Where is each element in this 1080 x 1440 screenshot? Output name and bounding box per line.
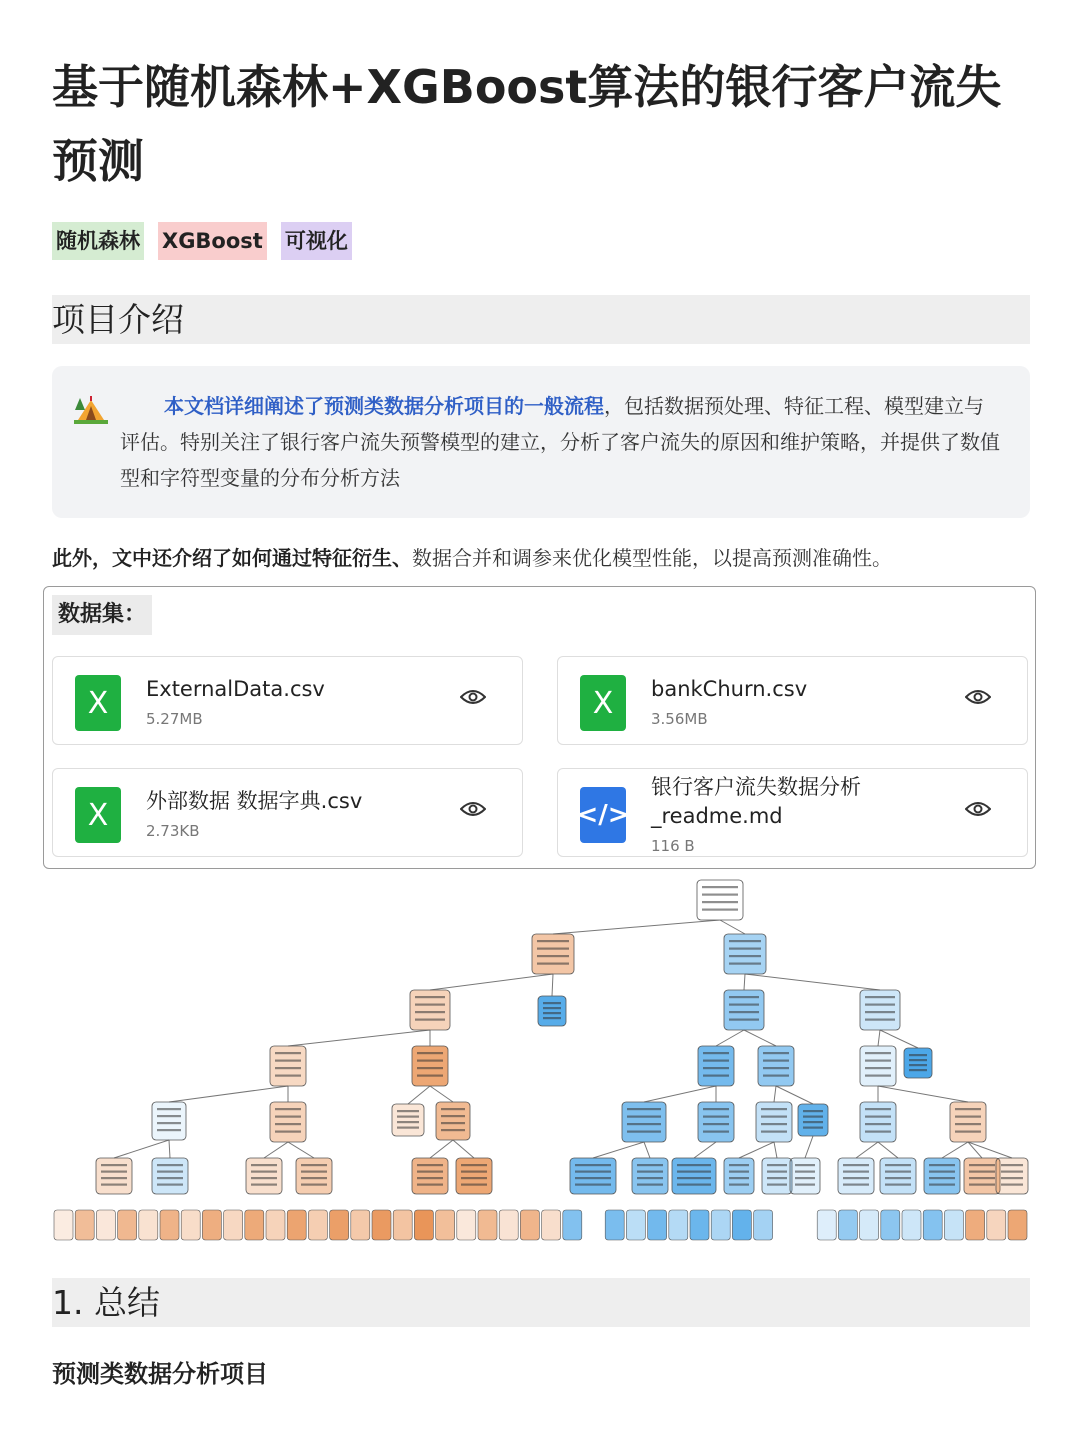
tree-node-text-line [702, 909, 738, 911]
tree-node-text-line [441, 1122, 465, 1124]
intro-text [120, 388, 1000, 496]
tree-node-text-line [1001, 1177, 1023, 1179]
file-name-line1: 银行客户流失数据分析 [651, 775, 861, 799]
tree-node-text-line [703, 1116, 729, 1118]
tree-node-text-line [441, 1115, 465, 1117]
tag-xgboost[interactable]: XGBoost [158, 222, 267, 260]
tree-edge [776, 1086, 813, 1104]
tree-node-text-line [729, 1171, 749, 1173]
tree-node-text-line [795, 1184, 815, 1186]
tag-visualization[interactable]: 可视化 [281, 222, 352, 260]
tree-leaf-node [648, 1210, 667, 1240]
tree-node-text-line [157, 1164, 183, 1166]
tree-node-text-line [461, 1164, 487, 1166]
tree-node-text-line [415, 1011, 445, 1013]
tree-node-text-line [101, 1164, 127, 1166]
decision-tree-image [52, 876, 1030, 1246]
tree-node-text-line [865, 996, 895, 998]
tree-node-text-line [417, 1171, 443, 1173]
tree-node-text-line [157, 1115, 181, 1117]
tree-node [96, 1158, 132, 1194]
tree-edge [745, 974, 880, 990]
tree-node-text-line [767, 1164, 787, 1166]
tree-leaf-node [308, 1210, 327, 1240]
tree-node-text-line [417, 1060, 443, 1062]
tree-node-text-line [157, 1184, 183, 1186]
code-icon: </> [580, 787, 626, 843]
tree-node-text-line [729, 963, 761, 965]
tree-node-text-line [157, 1129, 181, 1131]
tree-node-text-line [417, 1052, 443, 1054]
tree-node-text-line [929, 1171, 955, 1173]
tree-node [924, 1158, 960, 1194]
tree-node [392, 1104, 424, 1136]
tree-node-text-line [729, 955, 761, 957]
tree-node-text-line [275, 1131, 301, 1133]
tree-leaf-node [711, 1210, 730, 1240]
tree-node-text-line [677, 1171, 711, 1173]
tree-node-text-line [251, 1171, 277, 1173]
tree-edge [430, 1086, 453, 1102]
tree-node-text-line [909, 1069, 927, 1071]
tree-edge [644, 1142, 650, 1158]
tree-leaf-node [457, 1210, 476, 1240]
tree-leaf-node [669, 1210, 688, 1240]
tree-leaf-node [923, 1210, 942, 1240]
tree-node-text-line [865, 1067, 891, 1069]
tree-node-text-line [417, 1177, 443, 1179]
excel-icon: X [580, 675, 626, 731]
tree-node-text-line [415, 996, 445, 998]
section-heading-intro: 项目介绍 [52, 295, 1030, 344]
tree-node-text-line [969, 1177, 995, 1179]
tree-edge [878, 1142, 898, 1158]
tree-node-text-line [397, 1116, 419, 1118]
tree-node-text-line [865, 1060, 891, 1062]
extra-bold: 此外，文中还介绍了如何通过特征衍生、 [52, 546, 412, 570]
tree-leaf-node [96, 1210, 115, 1240]
tree-node-text-line [441, 1108, 465, 1110]
tree-node-text-line [885, 1184, 911, 1186]
intro-callout [52, 366, 1030, 518]
tree-node-text-line [729, 1004, 759, 1006]
tree-node-text-line [803, 1121, 823, 1123]
tree-node-text-line [795, 1177, 815, 1179]
tree-node-text-line [795, 1164, 815, 1166]
tree-edge [694, 1142, 716, 1158]
tree-node-text-line [275, 1067, 301, 1069]
tree-node-text-line [729, 1177, 749, 1179]
tree-node-text-line [275, 1123, 301, 1125]
tree-edge [878, 1086, 968, 1102]
tree-node-text-line [461, 1177, 487, 1179]
tree-node-text-line [575, 1177, 611, 1179]
tree-edge [716, 1030, 744, 1046]
tree-edge [553, 920, 720, 934]
extra-rest: 数据合并和调参来优化模型性能，以提高预测准确性。 [412, 546, 892, 570]
tree-node [152, 1102, 186, 1140]
tree-node [456, 1158, 492, 1194]
tree-node-text-line [761, 1108, 787, 1110]
tree-node [632, 1158, 668, 1194]
tree-node-text-line [397, 1127, 419, 1129]
tree-leaf-node [902, 1210, 921, 1240]
tree-node-text-line [157, 1122, 181, 1124]
tree-node-text-line [275, 1116, 301, 1118]
tree-leaf-node [414, 1210, 433, 1240]
tree-node-text-line [627, 1123, 661, 1125]
tree-leaf-node [54, 1210, 73, 1240]
tree-node-text-line [955, 1123, 981, 1125]
tree-edge [942, 1142, 968, 1158]
tree-node-text-line [865, 1052, 891, 1054]
tree-node-text-line [157, 1108, 181, 1110]
tree-node [798, 1104, 828, 1136]
tree-edge [856, 1142, 878, 1158]
tree-leaf-node [838, 1210, 857, 1240]
tree-leaf-node [690, 1210, 709, 1240]
tree-node [762, 1158, 792, 1194]
tree-node [790, 1158, 820, 1194]
tree-node-text-line [537, 940, 569, 942]
tree-node-text-line [865, 1123, 891, 1125]
eye-icon[interactable] [460, 687, 486, 711]
tree-node-text-line [843, 1184, 869, 1186]
file-card[interactable] [557, 656, 1028, 745]
tree-leaf-node [860, 1210, 879, 1240]
tree-node-text-line [702, 886, 738, 888]
tree-node-text-line [803, 1116, 823, 1118]
tree-leaf-node [881, 1210, 900, 1240]
tree-edge [288, 1030, 430, 1046]
tree-leaf-node [139, 1210, 158, 1240]
tree-leaf-node [563, 1210, 582, 1240]
tree-leaf-node [499, 1210, 518, 1240]
tree-node-text-line [627, 1131, 661, 1133]
tree-node-text-line [843, 1171, 869, 1173]
file-size: 2.73KB [146, 822, 200, 840]
tree-node-text-line [865, 1019, 895, 1021]
tree-node-text-line [729, 948, 761, 950]
camping-icon [74, 396, 108, 430]
tree-node-text-line [703, 1131, 729, 1133]
tree-node [880, 1158, 916, 1194]
tree-leaf-node [393, 1210, 412, 1240]
tree-node-text-line [301, 1177, 327, 1179]
tree-node-text-line [865, 1075, 891, 1077]
tree-node-text-line [157, 1177, 183, 1179]
page-title: 基于随机森林+XGBoost算法的银行客户流失预测 [52, 60, 1002, 188]
tree-node-text-line [461, 1171, 487, 1173]
tree-leaf-node [966, 1210, 985, 1240]
tree-node-text-line [763, 1075, 789, 1077]
tree-node-text-line [969, 1164, 995, 1166]
tree-node-text-line [909, 1054, 927, 1056]
tree-edge [739, 1142, 774, 1158]
tree-node-text-line [1001, 1184, 1023, 1186]
tree-node-text-line [795, 1171, 815, 1173]
file-name-line2: _readme.md [651, 804, 783, 828]
tree-node-text-line [537, 948, 569, 950]
tree-leaf-node [542, 1210, 561, 1240]
tree-edge [744, 974, 745, 990]
tree-node-text-line [251, 1164, 277, 1166]
tree-node-text-line [703, 1060, 729, 1062]
tree-leaf-node [987, 1210, 1006, 1240]
tree-node-text-line [909, 1064, 927, 1066]
tree-node [838, 1158, 874, 1194]
tree-leaf-node [202, 1210, 221, 1240]
intro-highlight: 本文档详细阐述了预测类数据分析项目的一般流程 [164, 394, 604, 418]
tree-node-text-line [761, 1131, 787, 1133]
tree-node-text-line [397, 1121, 419, 1123]
tree-node-text-line [301, 1171, 327, 1173]
tree-leaf-node [372, 1210, 391, 1240]
tree-node-text-line [729, 1019, 759, 1021]
tree-node-text-line [763, 1052, 789, 1054]
tag-list [52, 222, 352, 260]
tree-node-text-line [929, 1164, 955, 1166]
tree-leaf-node [817, 1210, 836, 1240]
tree-node-text-line [729, 1164, 749, 1166]
summary-subheading: 预测类数据分析项目 [52, 1360, 268, 1388]
tree-node-text-line [677, 1177, 711, 1179]
tree-leaf-node [287, 1210, 306, 1240]
eye-icon[interactable] [460, 799, 486, 823]
tree-node-text-line [417, 1164, 443, 1166]
tree-node-text-line [803, 1110, 823, 1112]
tree-node-text-line [703, 1067, 729, 1069]
tree-node-text-line [637, 1184, 663, 1186]
excel-icon: X [75, 675, 121, 731]
tree-node-text-line [843, 1164, 869, 1166]
excel-icon: X [75, 787, 121, 843]
file-size: 116 B [651, 837, 695, 855]
tree-node-text-line [543, 1002, 561, 1004]
tree-leaf-node [160, 1210, 179, 1240]
tree-leaf-node [266, 1210, 285, 1240]
file-name: 外部数据 数据字典.csv [146, 789, 363, 813]
tree-node-text-line [637, 1164, 663, 1166]
tree-node-text-line [729, 1011, 759, 1013]
tree-leaf-node [626, 1210, 645, 1240]
tree-node-text-line [415, 1004, 445, 1006]
tree-edge [593, 1142, 644, 1158]
tree-node-text-line [1001, 1171, 1023, 1173]
tree-node-text-line [729, 940, 761, 942]
tree-node-text-line [703, 1052, 729, 1054]
tree-node-text-line [929, 1184, 955, 1186]
tree-edge [720, 920, 745, 934]
tree-node-text-line [885, 1164, 911, 1166]
tree-node [724, 1158, 754, 1194]
tree-node-text-line [637, 1171, 663, 1173]
tree-edge [169, 1086, 288, 1102]
eye-icon[interactable] [965, 799, 991, 823]
tree-node-text-line [702, 901, 738, 903]
file-card[interactable] [52, 768, 523, 857]
tree-node-text-line [251, 1177, 277, 1179]
tree-leaf-node [436, 1210, 455, 1240]
tree-node-text-line [843, 1177, 869, 1179]
tree-node-text-line [275, 1108, 301, 1110]
tree-node-text-line [1001, 1164, 1023, 1166]
tree-edge [880, 1030, 918, 1048]
tree-node-text-line [275, 1060, 301, 1062]
tree-edge [408, 1086, 430, 1104]
tree-node-text-line [702, 894, 738, 896]
tree-node-text-line [575, 1184, 611, 1186]
tree-node-text-line [417, 1184, 443, 1186]
tree-node-text-line [537, 955, 569, 957]
tree-node-text-line [763, 1060, 789, 1062]
tree-node-text-line [417, 1067, 443, 1069]
tree-node [570, 1158, 616, 1194]
tree-node-text-line [101, 1171, 127, 1173]
tree-edge [169, 1140, 170, 1158]
tree-node-text-line [251, 1184, 277, 1186]
tree-node-text-line [301, 1184, 327, 1186]
tree-leaf-node [75, 1210, 94, 1240]
tree-node-text-line [955, 1108, 981, 1110]
tree-leaf-node [754, 1210, 773, 1240]
tree-edge [805, 1136, 813, 1158]
tree-leaf-node [245, 1210, 264, 1240]
tree-node-text-line [865, 1004, 895, 1006]
tree-node-text-line [909, 1059, 927, 1061]
file-size: 3.56MB [651, 710, 708, 728]
tree-node-text-line [543, 1017, 561, 1019]
tree-node-text-line [461, 1184, 487, 1186]
tree-edge [114, 1140, 169, 1158]
tree-node-text-line [627, 1116, 661, 1118]
tree-leaf-node [944, 1210, 963, 1240]
tree-node [412, 1158, 448, 1194]
section-heading-summary: 1. 总结 [52, 1278, 1030, 1327]
tree-node-text-line [415, 1019, 445, 1021]
tree-edge [878, 1030, 880, 1046]
tree-leaf-node [732, 1210, 751, 1240]
tree-node [672, 1158, 716, 1194]
tree-edge [744, 1030, 776, 1046]
tree-leaf-node [351, 1210, 370, 1240]
extra-paragraph [52, 540, 1032, 576]
tree-edge [774, 1142, 777, 1158]
tree-node-text-line [865, 1108, 891, 1110]
tree-node-text-line [627, 1108, 661, 1110]
tree-node-text-line [101, 1177, 127, 1179]
tree-node-text-line [441, 1129, 465, 1131]
tree-node [964, 1158, 1000, 1194]
tree-node-text-line [543, 1012, 561, 1014]
tree-node [152, 1158, 188, 1194]
tree-leaf-node [181, 1210, 200, 1240]
tree-node-text-line [729, 996, 759, 998]
tree-node-text-line [729, 1184, 749, 1186]
tree-node-text-line [575, 1171, 611, 1173]
tree-node-text-line [575, 1164, 611, 1166]
tree-node-text-line [955, 1131, 981, 1133]
tree-leaf-node [520, 1210, 539, 1240]
tree-node-text-line [301, 1164, 327, 1166]
tree-node-text-line [767, 1177, 787, 1179]
tag-random-forest[interactable]: 随机森林 [52, 222, 144, 260]
tree-node-text-line [677, 1184, 711, 1186]
file-size: 5.27MB [146, 710, 203, 728]
tree-node-text-line [763, 1067, 789, 1069]
tree-leaf-node [605, 1210, 624, 1240]
tree-node-text-line [677, 1164, 711, 1166]
tree-node-text-line [417, 1075, 443, 1077]
tree-node-text-line [865, 1011, 895, 1013]
tree-node-text-line [537, 963, 569, 965]
intro-body: ，包括数据预处理、特征工程、模型建立与评估。特别关注了银行客户流失预警模型的建立，分析了客户流失的原因和维护策略，并提供了数值型和字符型变量的分布分析方法 [120, 394, 1000, 490]
tree-node-text-line [885, 1171, 911, 1173]
file-card[interactable] [52, 656, 523, 745]
tree-leaf-node [478, 1210, 497, 1240]
tree-edge [453, 1140, 474, 1158]
tree-node-text-line [637, 1177, 663, 1179]
tree-node [996, 1158, 1028, 1194]
tree-node-text-line [275, 1075, 301, 1077]
tree-node-text-line [761, 1123, 787, 1125]
tree-node-text-line [929, 1177, 955, 1179]
dataset-panel [43, 586, 1036, 869]
tree-node [436, 1102, 470, 1140]
tree-edge [552, 974, 553, 996]
tree-edge [644, 1086, 716, 1102]
tree-node [246, 1158, 282, 1194]
tree-node-text-line [703, 1123, 729, 1125]
tree-leaf-node [224, 1210, 243, 1240]
tree-node-text-line [703, 1108, 729, 1110]
tree-node-text-line [865, 1116, 891, 1118]
dataset-label: 数据集： [52, 595, 152, 635]
tree-leaf-node [330, 1210, 349, 1240]
tree-edge [430, 1140, 453, 1158]
tree-node-text-line [397, 1110, 419, 1112]
eye-icon[interactable] [965, 687, 991, 711]
tree-leaf-node [118, 1210, 137, 1240]
tree-node-text-line [955, 1116, 981, 1118]
tree-edge [288, 1142, 314, 1158]
tree-node-text-line [865, 1131, 891, 1133]
tree-node-text-line [157, 1171, 183, 1173]
file-card[interactable] [557, 768, 1028, 857]
tree-node-text-line [101, 1184, 127, 1186]
tree-leaf-node [1008, 1210, 1027, 1240]
tree-node-text-line [703, 1075, 729, 1077]
tree-node-text-line [767, 1184, 787, 1186]
tree-node-text-line [969, 1184, 995, 1186]
tree-node-text-line [803, 1127, 823, 1129]
tree-node [296, 1158, 332, 1194]
tree-node-text-line [275, 1052, 301, 1054]
tree-edge [774, 1086, 776, 1102]
file-name: ExternalData.csv [146, 677, 325, 701]
tree-node-text-line [969, 1171, 995, 1173]
file-name: bankChurn.csv [651, 677, 808, 701]
tree-edge [430, 974, 553, 990]
tree-node [904, 1048, 932, 1078]
tree-edge [264, 1142, 288, 1158]
tree-node [538, 996, 566, 1026]
tree-node-text-line [761, 1116, 787, 1118]
tree-node-text-line [767, 1171, 787, 1173]
tree-node-text-line [885, 1177, 911, 1179]
tree-node-text-line [543, 1007, 561, 1009]
